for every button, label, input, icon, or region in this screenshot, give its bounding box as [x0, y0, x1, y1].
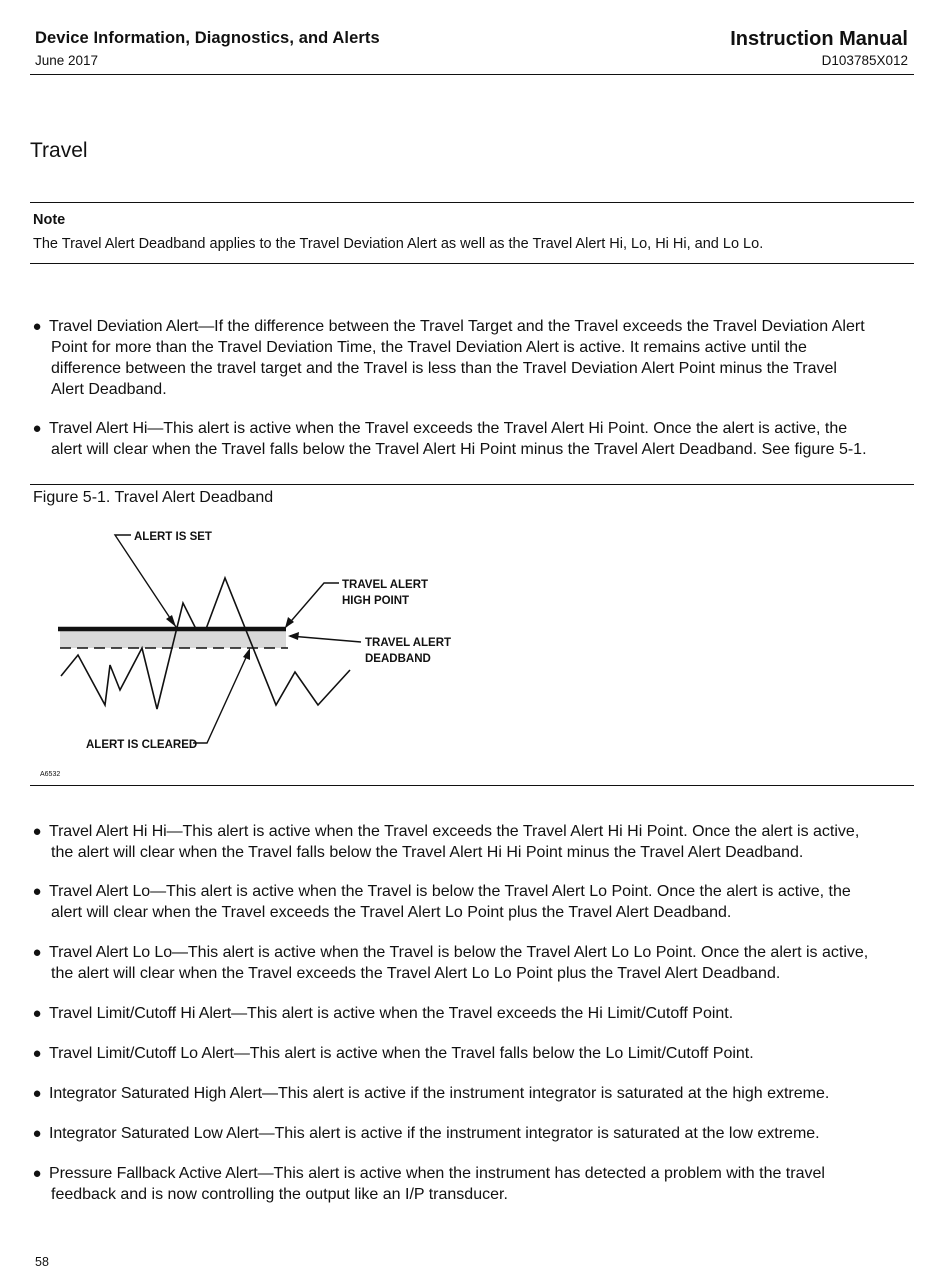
bullet-travel-limit-cutoff-hi — [30, 1003, 914, 1024]
alert-set-arrowhead — [166, 615, 176, 627]
bullet-line: This alert is active when the Travel is below the Travel Alert Lo Lo Point. Once the alert is active, — [187, 944, 869, 961]
figure-bottom-divider — [30, 785, 914, 786]
note-bottom-divider — [30, 263, 914, 264]
figure-id: A6532 — [40, 771, 61, 778]
bullet-line: Point for more than the Travel Deviation Time, the Travel Deviation Alert is active. It remains active until the — [51, 339, 807, 356]
alert-cleared-arrowhead — [243, 648, 250, 660]
bullet-term: Integrator Saturated High Alert— — [49, 1085, 278, 1102]
bullet-dot: ● — [32, 1125, 42, 1142]
header-date: June 2017 — [35, 53, 99, 68]
header-section-title: Device Information, Diagnostics, and Alerts — [35, 29, 380, 47]
bullet-dot: ● — [32, 318, 42, 335]
deadband-arrowhead — [288, 632, 299, 640]
bullet-travel-alert-lo-lo — [30, 942, 914, 984]
bullet-line: This alert is active when the Travel exceeds the Travel Alert Hi Hi Point. Once the alert is active, — [182, 823, 860, 840]
bullet-line: This alert is active when the Travel falls below the Lo Limit/Cutoff Point. — [249, 1045, 754, 1062]
bullet-line: This alert is active if the instrument integrator is saturated at the low extreme. — [274, 1125, 820, 1142]
bullet-line: This alert is active when the Travel exceeds the Travel Alert Hi Point. Once the alert is active, the — [163, 420, 848, 437]
high-point-leader — [286, 583, 339, 627]
bullet-integrator-saturated-high — [30, 1083, 914, 1104]
bullet-line: If the difference between the Travel Target and the Travel exceeds the Travel Deviation Alert — [214, 318, 865, 335]
label-alert-set: ALERT IS SET — [134, 531, 212, 543]
bullet-travel-alert-hi — [30, 418, 914, 460]
header-manual-title: Instruction Manual — [730, 28, 908, 50]
bullet-dot: ● — [32, 823, 42, 840]
section-title: Travel — [30, 139, 88, 162]
bullet-term: Pressure Fallback Active Alert— — [49, 1165, 274, 1182]
bullet-dot: ● — [32, 1045, 42, 1062]
header-divider — [30, 74, 914, 75]
bullet-line: Alert Deadband. — [51, 381, 167, 398]
label-high-point-line2: HIGH POINT — [342, 595, 410, 607]
figure-top-divider — [30, 484, 914, 485]
label-deadband-line1: TRAVEL ALERT — [365, 637, 452, 649]
bullet-dot: ● — [32, 944, 42, 961]
label-deadband-line2: DEADBAND — [365, 653, 431, 665]
bullet-line: alert will clear when the Travel falls below the Travel Alert Hi Point minus the Travel Alert Deadband. See figure 5-1. — [51, 441, 867, 458]
bullet-dot: ● — [32, 883, 42, 900]
header-doc-number: D103785X012 — [821, 53, 908, 68]
bullet-pressure-fallback-active — [30, 1163, 914, 1205]
bullet-term: Integrator Saturated Low Alert— — [49, 1125, 275, 1142]
bullet-dot: ● — [32, 1165, 42, 1182]
bullet-term: Travel Alert Hi— — [49, 420, 164, 437]
bullet-term: Travel Limit/Cutoff Hi Alert— — [49, 1005, 248, 1022]
bullet-line: feedback and is now controlling the output like an I/P transducer. — [51, 1186, 508, 1203]
bullet-integrator-saturated-low — [30, 1123, 914, 1144]
deadband-leader — [290, 636, 361, 642]
bullet-line: This alert is active when the Travel exceeds the Hi Limit/Cutoff Point. — [247, 1005, 734, 1022]
figure-caption: Figure 5-1. Travel Alert Deadband — [33, 489, 274, 506]
travel-alert-deadband-diagram — [30, 515, 470, 783]
bullet-term: Travel Alert Lo Lo— — [49, 944, 188, 961]
bullet-term: Travel Alert Hi Hi— — [49, 823, 183, 840]
bullet-line: difference between the travel target and the Travel is less than the Travel Deviation Alert Point minus the Travel — [51, 360, 837, 377]
label-alert-cleared: ALERT IS CLEARED — [86, 739, 198, 751]
alert-set-leader — [115, 535, 176, 627]
bullet-line: alert will clear when the Travel exceeds the Travel Alert Lo Point plus the Travel Alert Deadband. — [51, 904, 732, 921]
note-text: The Travel Alert Deadband applies to the Travel Deviation Alert as well as the Travel Alert Hi, Lo, Hi Hi, and Lo Lo. — [33, 236, 764, 252]
bullet-travel-alert-lo — [30, 881, 914, 923]
label-high-point-line1: TRAVEL ALERT — [342, 579, 429, 591]
bullet-line: This alert is active when the instrument has detected a problem with the travel — [273, 1165, 825, 1182]
bullet-term: Travel Alert Lo— — [49, 883, 166, 900]
bullet-dot: ● — [32, 420, 42, 437]
bullet-travel-alert-hi-hi — [30, 821, 914, 863]
bullet-dot: ● — [32, 1005, 42, 1022]
bullet-term: Travel Limit/Cutoff Lo Alert— — [49, 1045, 250, 1062]
bullet-travel-limit-cutoff-lo — [30, 1043, 914, 1064]
bullet-term: Travel Deviation Alert— — [49, 318, 215, 335]
bullet-line: This alert is active if the instrument integrator is saturated at the high extreme. — [277, 1085, 830, 1102]
page-number: 58 — [35, 1255, 49, 1269]
bullet-line: the alert will clear when the Travel falls below the Travel Alert Hi Hi Point minus the Travel Alert Deadband. — [51, 844, 804, 861]
bullet-line: the alert will clear when the Travel exceeds the Travel Alert Lo Lo Point plus the Travel Alert Deadband. — [51, 965, 781, 982]
note-top-divider — [30, 202, 914, 203]
alert-cleared-leader — [193, 651, 249, 743]
note-label: Note — [33, 212, 66, 228]
bullet-line: This alert is active when the Travel is below the Travel Alert Lo Point. Once the alert is active, the — [165, 883, 851, 900]
bullet-dot: ● — [32, 1085, 42, 1102]
bullet-travel-deviation-alert — [30, 316, 914, 400]
